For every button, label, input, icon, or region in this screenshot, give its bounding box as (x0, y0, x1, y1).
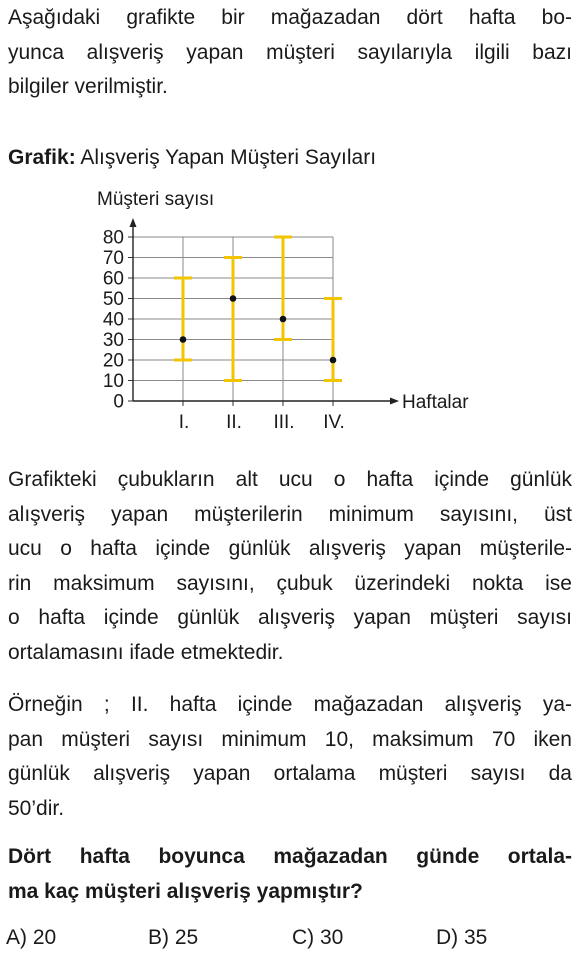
x-axis-arrow-icon (390, 398, 399, 405)
y-tick-label: 60 (102, 268, 124, 290)
question-stem (8, 839, 572, 909)
y-axis-arrow-icon (130, 218, 137, 227)
question-line: Dört hafta boyunca mağazadan günde ortala- (8, 845, 572, 868)
x-tick-label: I. (178, 412, 190, 433)
x-tick-label: III. (273, 412, 295, 433)
graph-caption-text: Alışveriş Yapan Müşteri Sayıları (75, 146, 377, 169)
intro-line: Aşağıdaki grafikte bir mağazadan dört hafta bo- (8, 6, 572, 29)
y-tick-label: 20 (102, 350, 124, 372)
mean-points (180, 295, 337, 363)
y-tick-label: 80 (102, 227, 124, 249)
choice-b[interactable]: B) 25 (148, 926, 199, 949)
chart-axes (128, 218, 399, 406)
example-paragraph (8, 688, 572, 826)
y-axis-label: Müşteri sayısı (97, 189, 215, 210)
customer-count-chart (0, 180, 578, 435)
example-line: 50’dir. (8, 796, 65, 820)
choice-d[interactable]: D) 35 (436, 926, 488, 949)
explanation-paragraph (8, 463, 572, 670)
mean-point (180, 336, 187, 343)
x-tick-label: IV. (323, 412, 345, 433)
mean-point (280, 316, 287, 323)
intro-line: bilgiler verilmiştir. (8, 75, 168, 98)
explanation-line: rin maksimum sayısını, çubuk üzerindeki nokta ise (8, 571, 572, 595)
y-tick-label: 50 (102, 289, 124, 310)
explanation-line: o hafta içinde günlük alışveriş yapan müşteri sayısı (8, 606, 572, 629)
x-axis-label: Haftalar (402, 392, 469, 413)
question-line: ma kaç müşteri alışveriş yapmıştır? (8, 880, 363, 903)
y-tick-label: 10 (102, 371, 124, 392)
explanation-line: ucu o hafta içinde günlük alışveriş yapan müşterile- (8, 537, 572, 560)
intro-line: yunca alışveriş yapan müşteri sayılarıyla ilgili bazı (8, 40, 572, 64)
graph-caption (8, 142, 376, 174)
answer-choices (6, 926, 566, 960)
x-tick-label: II. (226, 412, 242, 433)
x-tick-labels (179, 412, 345, 433)
choice-a[interactable]: A) 20 (6, 926, 57, 949)
mean-point (230, 295, 237, 302)
y-tick-label: 30 (102, 330, 124, 351)
y-tick-labels (103, 228, 124, 413)
example-line: Örneğin ; II. hafta içinde mağazadan alışveriş ya- (8, 693, 572, 716)
mean-point (330, 357, 337, 364)
explanation-line: Grafikteki çubukların alt ucu o hafta içinde günlük (8, 468, 572, 491)
example-line: pan müşteri sayısı minimum 10, maksimum 70 iken (8, 727, 572, 751)
y-tick-label: 40 (102, 309, 124, 331)
example-line: günlük alışveriş yapan ortalama müşteri sayısı da (8, 762, 572, 785)
intro-paragraph (8, 1, 572, 105)
explanation-line: ortalamasını ifade etmektedir. (8, 640, 284, 664)
y-tick-label: 0 (113, 391, 124, 413)
choice-c[interactable]: C) 30 (292, 926, 344, 949)
graph-caption-label: Grafik: (8, 146, 76, 169)
error-bars (174, 237, 342, 381)
explanation-line: alışveriş yapan müşterilerin minimum sayısını, üst (8, 502, 572, 526)
y-tick-label: 70 (102, 248, 124, 269)
